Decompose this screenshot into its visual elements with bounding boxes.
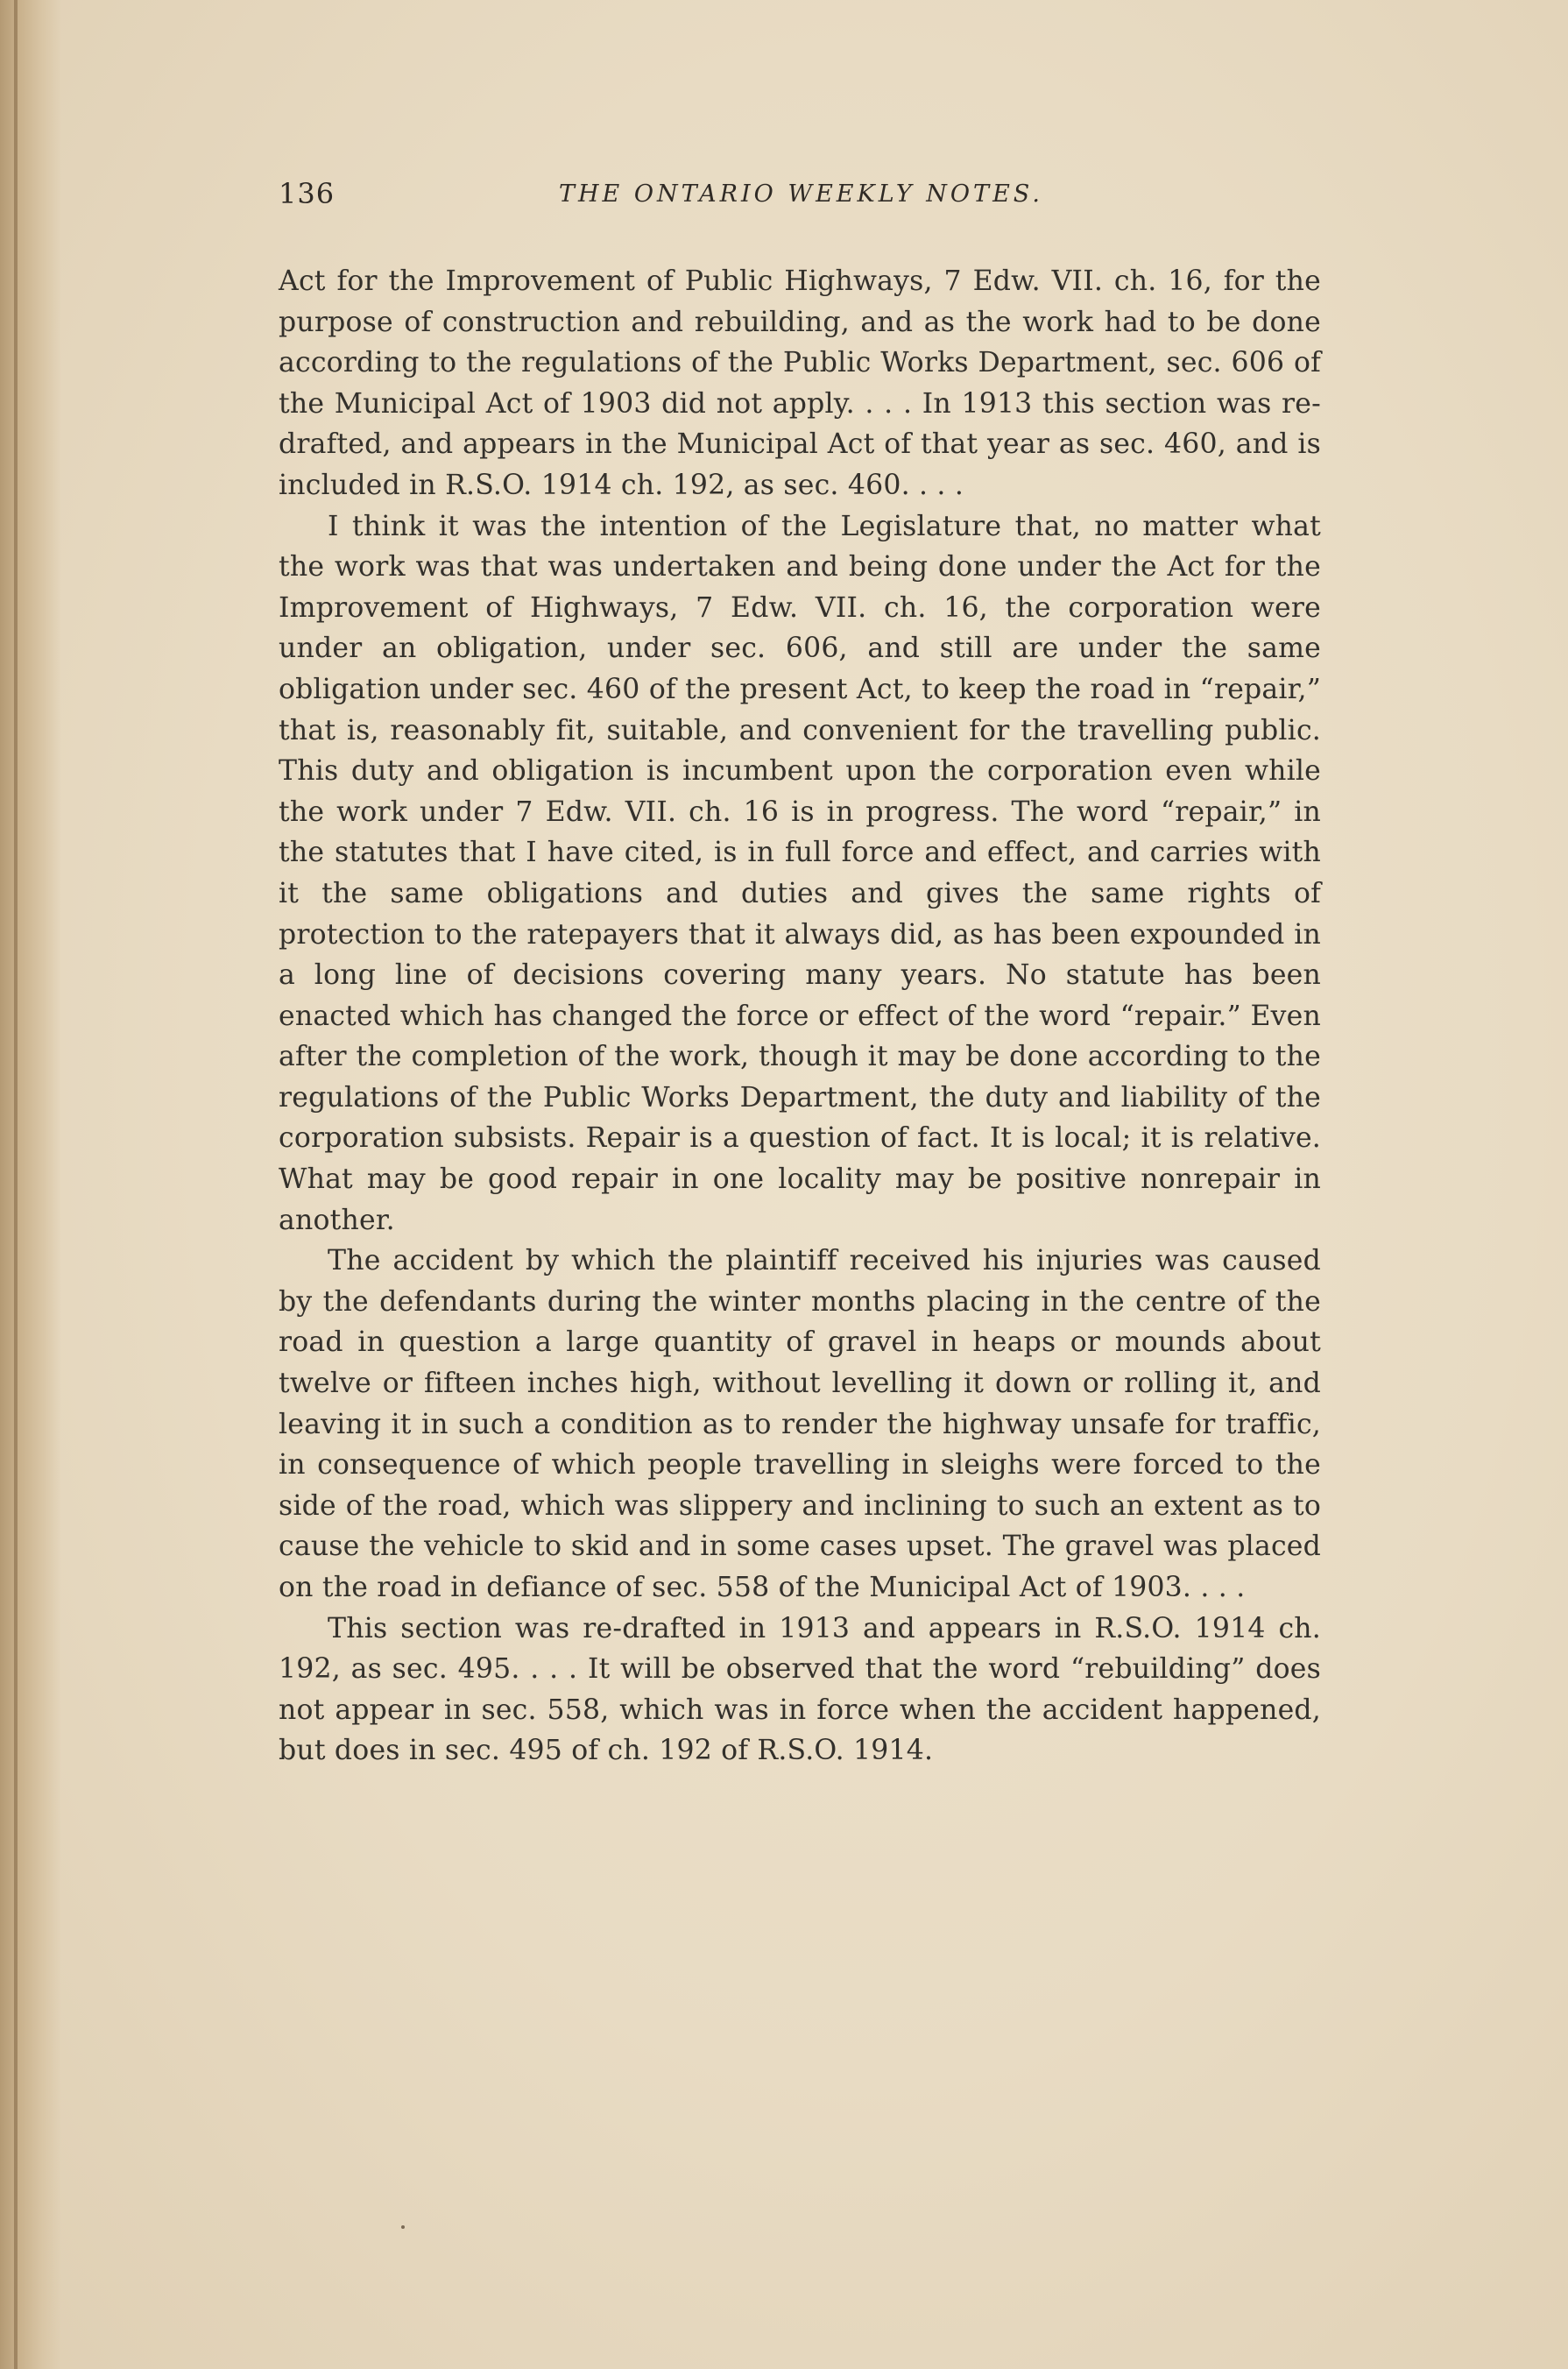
paragraph-3: The accident by which the plaintiff received his injuries was caused by the defendants during the winter months placing in the centre of the road in question a large quantity of gravel in heaps or mounds about twelve or fifteen inches high, without levelling it down or rolling it, and leaving it in such a condition as to render the highway unsafe for traffic, in consequence of which people travelling in sleighs were forced to the side of the road, which was slippery and inclining to such an extent as to cause the vehicle to skid and in some cases upset. The gravel was placed on the road in defiance of sec. 558 of the Municipal Act of 1903. . . .: [279, 1245, 1321, 1603]
binding-edge: [14, 0, 18, 2369]
running-title: THE ONTARIO WEEKLY NOTES.: [559, 180, 1043, 208]
paragraph-2: I think it was the intention of the Legislature that, no matter what the work was that was undertaken and being done under the Act for the Improvement of Highways, 7 Edw. VII. ch. 16, the corporation were under an obligation, under sec. 606, and still are under the same obligation under sec. 460 of the present Act, to keep the road in “repair,” that is, reasonably fit, suitable, and convenient for the travelling public. This duty and obligation is incumbent upon the corporation even while the work under 7 Edw. VII. ch. 16 is in progress. The word “repair,” in the statutes that I have cited, is in full force and effect, and carries with it the same obligations and duties and gives the same rights of protection to the ratepayers that it always did, as has been expounded in a long line of decisions covering many years. No statute has been enacted which has changed the force or effect of the word “repair.” Even after the completion of the work, though it may be done according to the regulations of the Public Works Department, the duty and liability of the corporation subsists. Repair is a question of fact. It is local; it is relative. What may be good repair in one locality may be positive nonrepair in another.: [279, 510, 1321, 1236]
page-number: 136: [279, 177, 335, 210]
paper-speck: [401, 2225, 405, 2229]
paragraph-4: This section was re-drafted in 1913 and appears in R.S.O. 1914 ch. 192, as sec. 495. . . . It will be observed that the word “rebuilding” does not appear in sec. 558, which was in force when the accident happened, but does in sec. 495 of ch. 192 of R.S.O. 1914.: [279, 1612, 1321, 1767]
paragraph-1: Act for the Improvement of Public Highways, 7 Edw. VII. ch. 16, for the purpose of construction and rebuilding, and as the work had to be done according to the regulations of the Public Works Department, sec. 606 of the Municipal Act of 1903 did not apply. . . . In 1913 this section was re-drafted, and appears in the Municipal Act of that year as sec. 460, and is included in R.S.O. 1914 ch. 192, as sec. 460. . . .: [279, 265, 1321, 501]
page-gutter-shadow: [0, 0, 61, 2369]
body-text: [279, 261, 1321, 1771]
page-header: [279, 172, 1321, 224]
